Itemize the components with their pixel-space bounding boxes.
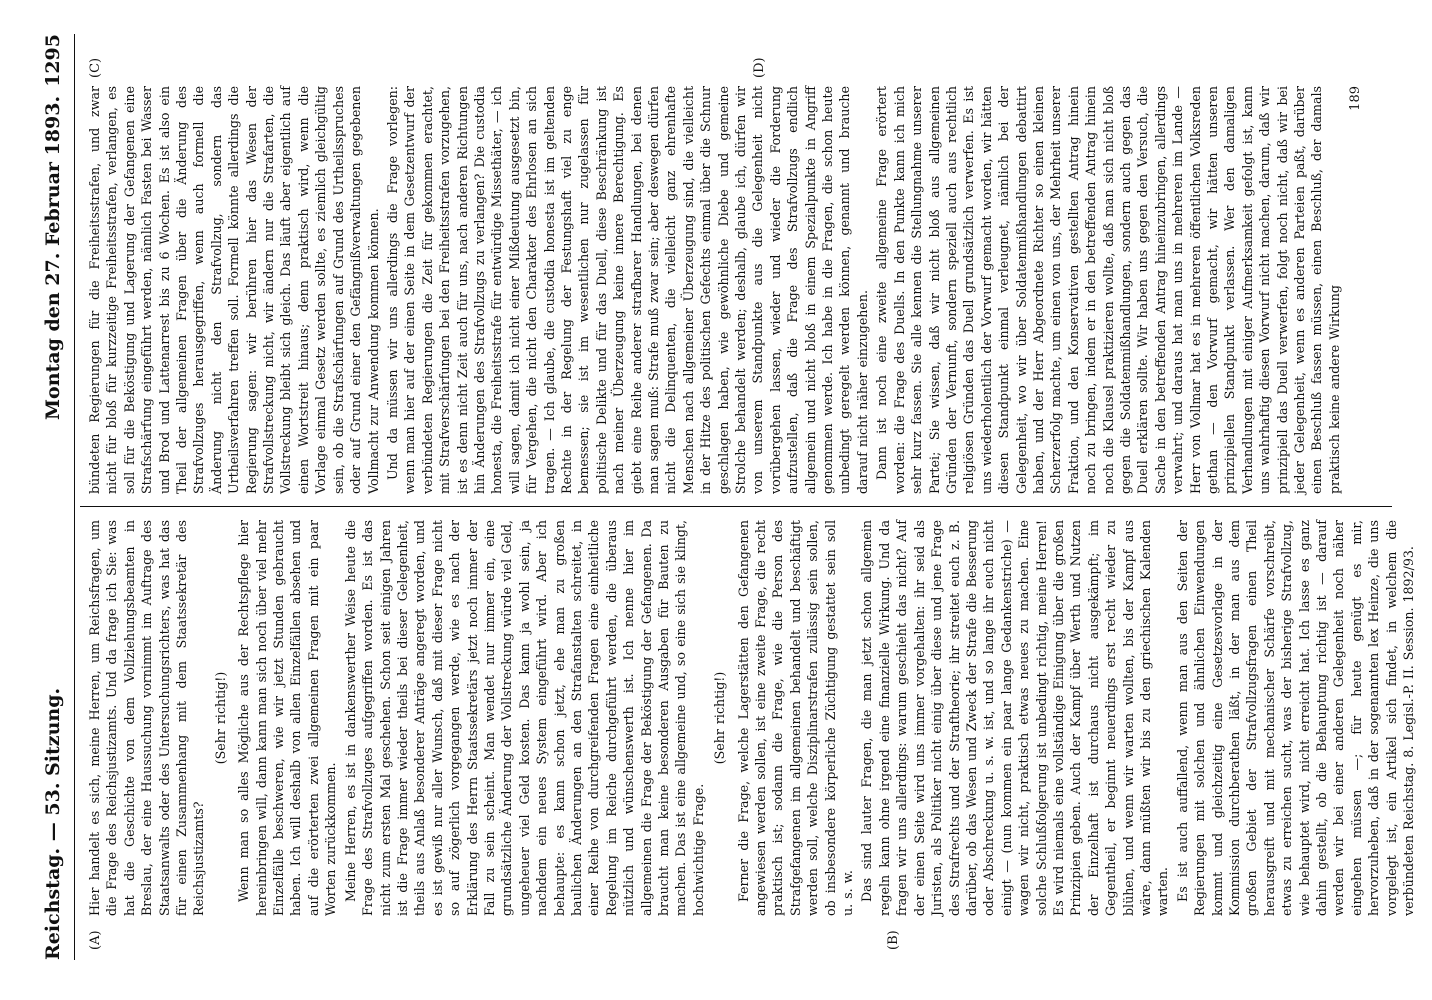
paragraph: Ferner die Frage, welche Lagerstätten den Gefangenen angewiesen werden sollen, ist eine zweite Frage, die recht praktisch ist; sodann die Frage, wie die Person des Strafgefangenen im allgemeinen behandelt und beschäftigt werden soll, welche Disziplinarstrafen zulässig sein sollen, ob insbesondere körperliche Züchtigung gestattet sein soll u. s. w. — [735, 520, 856, 916]
column-divider — [80, 506, 1392, 507]
header-rule — [74, 34, 75, 960]
digitization-credit-strip — [1414, 0, 1432, 1000]
paragraph: Hier handelt es sich, meine Herren, um Reichsfragen, um die Frage des Reichsjustizamts. Und da frage ich Sie: was hat die Geschichte von dem Vollziehungsbeamten in Breslau, der eine Haussuchung vornimmt im Auftrage des Staatsanwalts oder des Untersuchungsrichters, was hat das für einen Zusammenhang mit dem Staatssekretär des Reichsjustizamts? — [87, 520, 207, 916]
paragraph: Wenn man so alles Mögliche aus der Rechtspflege hier hereinbringen will, dann kann man sich noch über viel mehr Einzelfälle beschweren, wie wir jetzt Stunden gebraucht haben. Ich will deshalb von allen Einzelfällen absehen und auf die erörterten zwei allgemeinen Fragen mit ein paar Worten zurückkommen. — [236, 520, 339, 916]
page-number: 1295 — [42, 34, 64, 87]
margin-marker-a: (A) — [88, 930, 103, 950]
signature-mark: 189 — [1348, 86, 1364, 111]
paragraph: Es ist auch auffallend, wenn man aus den Seiten der Regierungen mit solchen und ähnlichen Einwendungen kommt und gleichzeitig eine Gesetzesvorlage in der Kommission durchberathen läßt, in der man aus dem großen Gebiet der Strafvollzugsfragen einen Theil herausgreift und mit mechanischer Schärfe vorschreibt, etwas zu erreichen sucht, was der bisherige Strafvollzug, wie behauptet wird, nicht erreicht hat. Ich lasse es ganz dahin gestellt, ob die Behauptung richtig ist — darauf werden wir bei einer anderen Gelegenheit noch näher eingehen müssen —; für heute genügt es mir, hervorzuheben, daß in der sogenannten lex Heinze, die uns vorgelegt ist, ein Artikel sich findet, in welchem die verbündeten Reichstag. 8. Legisl.-P. II. Session. 1892/93. — [1174, 520, 1417, 916]
margin-marker-c: (C) — [88, 57, 103, 78]
paragraph: Meine Herren, es ist in dankenswerther Weise heute die Frage des Strafvollzuges aufgegriffen worden. Es ist das nicht zum ersten Mal geschehen. Schon seit einigen Jahren ist die Frage immer wieder theils bei dieser Gelegenheit, theils aus Anlaß besonderer Anträge angeregt worden, und es ist gewiß nur aller Wunsch, daß mit dieser Frage nicht so auf zögerlich vorgegangen werde, wie es nach der Erklärung des Herrn Staatssekretärs jetzt noch immer der Fall zu sein scheint. Man wendet nur immer ein, eine grundsätzliche Änderung der Vollstreckung würde viel Geld, ungeheuer viel Geld kosten. Das kann ja wohl sein, ja nachdem ein neues System eingeführt wird. Aber ich behaupte: es kann schon jetzt, ehe man zu großen baulichen Änderungen an den Strafanstalten schreitet, in einer Reihe von durchgreifenden Fragen eine einheitliche Regelung im Reiche durchgeführt werden, die überaus nützlich und wünschenswerth ist. Ich nenne hier im allgemeinen die Frage der Beköstigung der Gefangenen. Da braucht man keine besonderen Ausgaben für Bauten zu machen. Das ist eine allgemeine und, so eine sich sie klingt, hochwichtige Frage. — [342, 520, 706, 916]
interjection: (Sehr richtig!) — [712, 671, 728, 765]
paragraph: Und da müssen wir uns allerdings die Frage vorlegen: wenn man hier auf der einen Seite in dem Gesetzentwurf der verbündeten Regierungen die Zeit für gekommen erachtet, mit Strafverschärfungen bei den Freiheitsstrafen vorzugehen, ist es denn nicht Zeit auch für uns, nach anderen Richtungen hin Änderungen des Strafvollzugs zu verlangen? Die custodia honesta, die Freiheitsstrafe für entwürdige Missethäter, — ich will sagen, damit ich nicht einer Mißdeutung ausgesetzt bin, für Vergehen, die nicht den Charakter des Ehrlosen an sich tragen. — Ich glaube, die custodia honesta ist im geltenden Rechte in der Regelung der Festungshaft viel zu enge bemessen; sie ist im wesentlichen nur zugelassen für politische Delikte und für das Duell, diese Beschränkung ist nach meiner Überzeugung keine innere Berechtigung. Es giebt eine Reihe anderer strafbarer Handlungen, bei denen man sagen muß: Strafe muß zwar sein; aber deswegen dürfen nicht die Delinquenten, die vielleicht ganz ehrenhafte Menschen nach allgemeiner Überzeugung sind, die vielleicht in der Hitze des politischen Gefechts einmal über die Schnur geschlagen haben, wie gewöhnliche Diebe und gemeine Strolche behandelt werden; deshalb, glaube ich, dürfen wir von unserem Standpunkte aus die Gelegenheit nicht vorübergehen lassen, wieder und wieder die Forderung aufzustellen, daß die Frage des Strafvollzugs endlich allgemein und nicht bloß in einem Spezialpunkte in Angriff genommen werde. Ich habe in die Fragen, die schon heute unbedingt geregelt werden können, genannt und brauche darauf nicht näher einzugehen. — [384, 86, 870, 494]
page-header — [42, 34, 72, 960]
margin-marker-d: (D) — [752, 57, 767, 78]
interjection: (Sehr richtig!) — [212, 671, 228, 765]
header-date: Montag den 27. Februar 1893. — [42, 95, 64, 420]
right-column — [86, 86, 1365, 494]
paragraph: Dann ist noch eine zweite allgemeine Frage erörtert worden: die Frage des Duells. In den Punkte kann ich mich sehr kurz fassen. Sie alle kennen die Stellungnahme unserer Partei; Sie wissen, daß wir nicht bloß aus allgemeinen Gründen der Vernunft, sondern speziell auch aus rechtlich religiösen Gründen das Duell grundsätzlich verwerfen. Es ist uns wiederholentlich der Vorwurf gemacht worden, wir hätten diesen Standpunkt einmal verleugnet, nämlich bei der Gelegenheit, wo wir über Soldatenmißhandlungen debattirt haben, und der Herr Abgeordnete Richter so einen kleinen Scherzerfolg machte, um einen von uns, der Mehrheit unserer Fraktion, und den Konservativen gestellten Antrag hinein noch zu bringen, indem er in den betreffenden Antrag hinein noch die Klausel praktizieren wollte, daß man sich nicht bloß gegen die Soldatenmißhandlungen, sondern auch gegen das Duell erklären sollte. Wir haben uns gegen den Versuch, die Sache in den betreffenden Antrag hineinzubringen, allerdings verwahrt; und daraus hat man uns in mehreren im Lande — Herr von Vollmar hat es in mehreren öffentlichen Volksreden gethan — den Vorwurf gemacht, wir hätten unseren prinzipiellen Standpunkt verlassen. Wer den damaligen Verhandlungen mit einiger Aufmerksamkeit gefolgt ist, kann uns wahrhaftig diesen Vorwurf nicht machen, darum, daß wir prinzipiell das Duell verwerfen, folgt noch nicht, daß wir bei jeder Gelegenheit, wenn es anderen Parteien paßt, darüber einen Beschluß fassen müssen, einen Beschluß, der damals praktisch keine andere Wirkung — [874, 86, 1342, 494]
paragraph: Das sind lauter Fragen, die man jetzt schon allgemein regeln kann ohne irgend eine finanzielle Wirkung. Und da fragen wir uns allerdings: warum geschieht das nicht? Auf der einen Seite wird uns immer vorgehalten: ihr seid als Juristen, als Politiker nicht einig über diese und jene Frage des Strafrechts und der Straftheorie; ihr streitet euch z. B. darüber, ob das Wesen und Zweck der Strafe die Besserung oder Abschreckung u. s. w. ist, und so lange ihr euch nicht einigt — (nun kommen ein paar lange Gedankenstriche) — wagen wir nicht, praktisch etwas neues zu machen. Eine solche Schlußfolgerung ist unbedingt richtig, meine Herren! Es wird niemals eine vollständige Einigung über die großen Prinzipien geben. Auch der Kampf über Werth und Nutzen der Einzelhaft ist durchaus nicht ausgekämpft; im Gegentheil, er beginnt neuerdings erst recht wieder zu blühen, und wenn wir warten wollten, bis der Kampf aus wäre, dann müßten wir bis zu den griechischen Kalenden warten. — [859, 520, 1171, 916]
left-column — [86, 520, 1419, 916]
paragraph: bündeten Regierungen für die Freiheitsstrafen, und zwar nicht für bloß für kurzzeitige Freiheitsstrafen, verlangen, es soll für die Beköstigung und Lagerung der Gefangenen eine Strafschärfung eingeführt werden, nämlich Fasten bei Wasser und Brod und Lattenarrest bis zu 6 Wochen. Es ist also ein Theil der allgemeinen Fragen über die Änderung des Strafvollzuges herausgegriffen, wenn auch formell die Änderung nicht den Strafvollzug, sondern das Urtheilsverfahren treffen soll. Formell könnte allerdings die Regierung sagen: wir berühren hier das Wesen der Strafvollstreckung nicht, wir ändern nur die Strafarten, die Vollstreckung bleibt sich gleich. Das läuft aber eigentlich auf einen Wortstreit hinaus; denn praktisch wird, wenn die Vorlage einmal Gesetz werden sollte, es ziemlich gleichgültig sein, ob die Strafschärfungen auf Grund des Urtheilsspruches oder auf Grund einer den Gefängnißverwaltungen gegebenen Vollmacht zur Anwendung kommen können. — [87, 86, 381, 494]
header-session: Reichstag. — 53. Sitzung. — [42, 687, 64, 960]
margin-marker-b: (B) — [886, 930, 901, 950]
